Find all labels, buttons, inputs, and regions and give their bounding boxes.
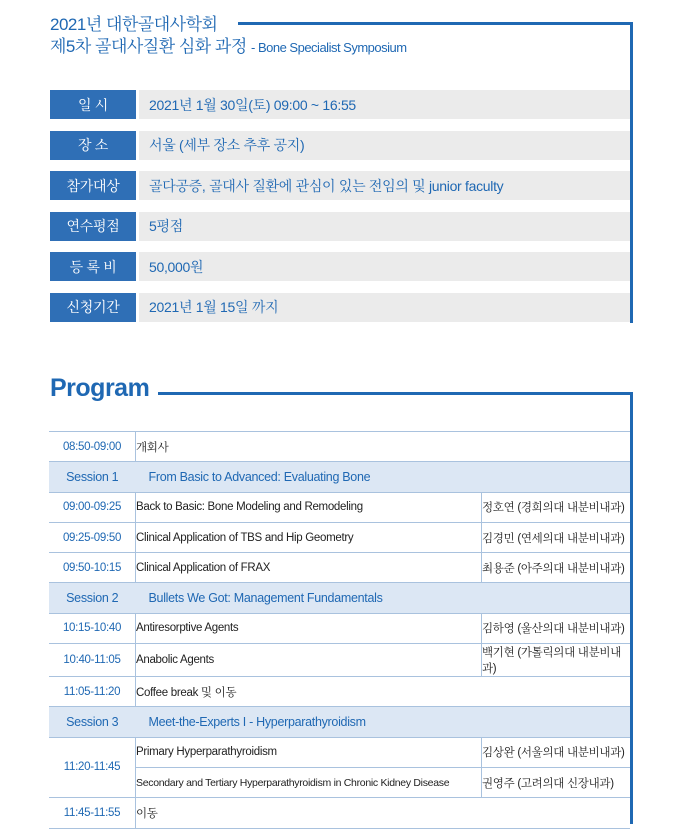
session-row (49, 707, 630, 737)
time-cell: 11:20-11:45 (49, 737, 136, 798)
time-cell: 08:50-09:00 (49, 432, 136, 462)
info-value: 5평점 (139, 212, 630, 241)
time-cell: 11:45-11:55 (49, 798, 136, 828)
title-cell: Coffee break 및 이동 (136, 677, 631, 707)
table-row (49, 767, 630, 797)
speaker-cell: 김상완 (서울의대 내분비내과) (482, 737, 631, 767)
table-row (49, 432, 630, 462)
speaker-cell: 권영주 (고려의대 신장내과) (482, 767, 631, 797)
speaker-cell: 최용준 (아주의대 내분비내과) (482, 553, 631, 583)
info-label: 연수평점 (50, 212, 136, 241)
info-label: 신청기간 (50, 293, 136, 322)
header-rule (238, 22, 633, 25)
table-row (49, 737, 630, 767)
title-cell: 이동 (136, 798, 631, 828)
session-title: From Basic to Advanced: Evaluating Bone (136, 462, 631, 492)
speaker-cell: 김경민 (연세의대 내분비내과) (482, 522, 631, 552)
info-row-audience (50, 171, 630, 200)
session-label: Session 1 (49, 462, 136, 492)
time-cell: 10:40-11:05 (49, 644, 136, 677)
session-label: Session 3 (49, 707, 136, 737)
program-title: Program (50, 374, 150, 402)
table-row (49, 613, 630, 643)
info-value: 50,000원 (139, 252, 630, 281)
speaker-cell: 정호연 (경희의대 내분비내과) (482, 492, 631, 522)
session-title: Meet-the-Experts I - Hyperparathyroidism (136, 707, 631, 737)
info-table (50, 90, 630, 333)
session-row (49, 462, 630, 492)
table-row (49, 492, 630, 522)
info-label: 참가대상 (50, 171, 136, 200)
header (50, 14, 407, 59)
time-cell: 09:00-09:25 (49, 492, 136, 522)
time-cell: 10:15-10:40 (49, 613, 136, 643)
title-cell: Secondary and Tertiary Hyperparathyroidism in Chronic Kidney Disease (136, 767, 482, 797)
info-label: 등 록 비 (50, 252, 136, 281)
speaker-cell: 김하영 (울산의대 내분비내과) (482, 613, 631, 643)
society-title: 2021년 대한골대사학회 (50, 15, 218, 34)
speaker-cell: 백기현 (가톨릭의대 내분비내과) (482, 644, 631, 677)
table-row (49, 522, 630, 552)
info-value: 2021년 1월 15일 까지 (139, 293, 630, 322)
info-label: 장 소 (50, 131, 136, 160)
info-row-fee (50, 252, 630, 281)
program-rule (158, 392, 633, 395)
course-title (50, 36, 407, 59)
time-cell: 09:25-09:50 (49, 522, 136, 552)
table-row (49, 677, 630, 707)
info-row-credits (50, 212, 630, 241)
title-cell: Anabolic Agents (136, 644, 482, 677)
info-value: 서울 (세부 장소 추후 공지) (139, 131, 630, 160)
title-cell: 개회사 (136, 432, 631, 462)
title-cell: Antiresorptive Agents (136, 613, 482, 643)
table-row (49, 644, 630, 677)
session-title: Bullets We Got: Management Fundamentals (136, 583, 631, 613)
title-cell: Clinical Application of FRAX (136, 553, 482, 583)
info-label: 일 시 (50, 90, 136, 119)
program-table (49, 431, 630, 829)
info-row-venue (50, 131, 630, 160)
info-row-date (50, 90, 630, 119)
info-value: 2021년 1월 30일(토) 09:00 ~ 16:55 (139, 90, 630, 119)
table-row (49, 553, 630, 583)
header-vertical-rule (630, 22, 633, 323)
session-label: Session 2 (49, 583, 136, 613)
title-cell: Clinical Application of TBS and Hip Geometry (136, 522, 482, 552)
info-value: 골다공증, 골대사 질환에 관심이 있는 전임의 및 junior faculty (139, 171, 630, 200)
course-title-ko: 제5차 골대사질환 심화 과정 (50, 37, 247, 56)
title-cell: Primary Hyperparathyroidism (136, 737, 482, 767)
title-cell: Back to Basic: Bone Modeling and Remodeling (136, 492, 482, 522)
program-vertical-rule (630, 392, 633, 824)
time-cell: 09:50-10:15 (49, 553, 136, 583)
course-title-en: - Bone Specialist Symposium (251, 40, 407, 55)
session-row (49, 583, 630, 613)
time-cell: 11:05-11:20 (49, 677, 136, 707)
info-row-deadline (50, 293, 630, 322)
